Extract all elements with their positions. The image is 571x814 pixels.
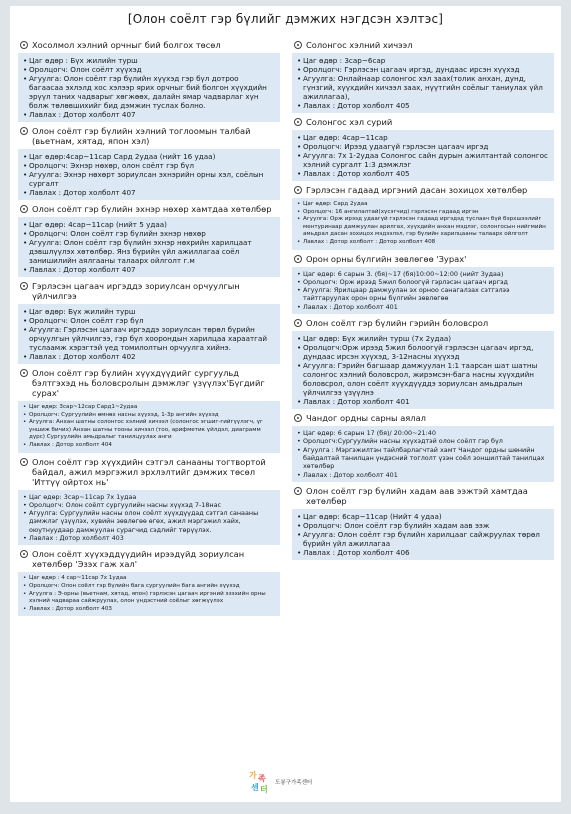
detail-item xyxy=(23,325,275,352)
detail-text: Цаг өдөр: 6 сарын 3. (бя)~17 (бя)10:00~12:00 (нийт 3удаа) xyxy=(303,269,504,278)
detail-text: Лавлах : Дотор холболт 403 xyxy=(29,534,124,543)
detail-item xyxy=(297,334,549,343)
section-detail-box xyxy=(292,198,554,250)
section-detail-box xyxy=(18,304,280,364)
detail-text: Цаг өдөр: Бүх жилийн турш (7х 2удаа) xyxy=(303,334,452,344)
bullet-icon: • xyxy=(23,56,28,65)
detail-text: Агуулга: Олон соёлт гэр бүлийн харилцааг сайжруулах төрөл бүрийн үйл ажиллагаа xyxy=(303,529,540,548)
detail-text: Оролцогч: 16 ангилалтай(хүсэгчид) гэрлэсэн гадаад иргэн xyxy=(303,208,479,215)
bullet-icon: • xyxy=(23,500,27,509)
section-detail-box xyxy=(18,217,280,277)
detail-item xyxy=(23,419,275,442)
detail-item xyxy=(297,471,549,479)
program-section xyxy=(292,40,554,113)
detail-item xyxy=(297,343,549,361)
section-heading-text: Солонгос хэл сурий xyxy=(306,117,393,127)
bullet-icon: • xyxy=(23,605,27,612)
section-detail-box xyxy=(18,572,280,616)
detail-text: Агуулга: Эхнэр нөхөрт зориулсан эхнэрийн орны хэл, соёлын сургалт xyxy=(29,170,264,188)
circle-bullet-icon xyxy=(20,458,28,466)
detail-text: Цаг өдөр: 3сар~12сар Сард1~2удаа xyxy=(29,404,138,410)
detail-item xyxy=(23,170,275,188)
bullet-icon: • xyxy=(23,404,27,410)
bullet-icon: • xyxy=(23,265,28,274)
section-detail-box xyxy=(292,426,554,482)
bullet-icon: • xyxy=(297,361,302,371)
bullet-icon: • xyxy=(297,269,301,278)
logo-text: 도봉구가족센터 xyxy=(275,780,313,786)
detail-item xyxy=(23,352,275,361)
bullet-icon: • xyxy=(297,529,302,539)
section-heading-text: Хосолмол хэлний орчныг бий болгох төсөл xyxy=(32,40,221,50)
section-detail-box xyxy=(18,401,280,453)
bullet-icon: • xyxy=(297,208,301,215)
bullet-icon: • xyxy=(297,520,302,530)
section-heading xyxy=(20,40,280,50)
bullet-icon: • xyxy=(23,161,28,170)
detail-item xyxy=(297,56,549,65)
detail-item xyxy=(297,142,549,151)
section-heading-text: Олон соёлт гэр бүлийн эхнэр нөхөр хамтдаа хөтөлбөр xyxy=(32,204,272,214)
detail-text: Оролцогч:Орж ирээд 5жил болоогүй гэрлэсэн цагаач иргэд, дундаас ирсэн хүүхэд, 3-12насны хүүхэд xyxy=(303,343,534,362)
bullet-icon: • xyxy=(23,582,27,589)
detail-text: Агуулга : Мэргэжилтэн тайлбарлагчтай хамт Чандог ордны шөнийн байдалтай танилцан үндэсний тоглолт үзэн соёл зоншилтай танилцах хөтөлбөр xyxy=(303,445,545,471)
detail-item xyxy=(297,446,549,471)
detail-item xyxy=(297,512,549,521)
detail-text: Лавлах : Дотор холболт 407 xyxy=(29,265,136,274)
detail-text: Лавлах : Дотор холболт 401 xyxy=(303,470,398,479)
detail-text: Лавлах : Дотор холболт 402 xyxy=(29,352,136,361)
bullet-icon: • xyxy=(297,169,302,178)
program-section xyxy=(18,549,280,616)
section-heading-text: Гэрлэсэн гадаад иргэний дасан зохицох хөтөлбөр xyxy=(306,185,528,195)
detail-text: Оролцогч: Ирээд удаагүй гэрлэсэн цагаач иргэд xyxy=(303,142,489,151)
bullet-icon: • xyxy=(23,534,27,543)
bullet-icon: • xyxy=(297,343,302,353)
bullet-icon: • xyxy=(23,316,28,325)
bullet-icon: • xyxy=(297,470,301,479)
detail-item xyxy=(297,133,549,142)
bullet-icon: • xyxy=(297,334,302,344)
detail-item xyxy=(23,220,275,229)
detail-item xyxy=(297,239,549,247)
section-heading xyxy=(20,281,280,301)
bullet-icon: • xyxy=(297,547,302,557)
circle-bullet-icon xyxy=(294,41,302,49)
section-heading-text: Олон соёлт хүүхэддүүдийн ирээдүйд зориулсан хөтөлбөр 'Эзэх гаж хал' xyxy=(32,549,245,570)
detail-item xyxy=(23,442,275,450)
detail-item xyxy=(23,583,275,591)
detail-text: Оролцогч: Олон соёлт гэр бүлийн эхнэр нөхөр xyxy=(29,229,206,238)
circle-bullet-icon xyxy=(294,186,302,194)
detail-text: Оролцогч: Олон соёлт сургуулийн насны хүүхэд 7-18нас xyxy=(29,500,222,509)
family-center-logo-icon: 가 족 센 터 xyxy=(249,771,268,794)
bullet-icon: • xyxy=(23,492,27,501)
detail-item xyxy=(23,161,275,170)
circle-bullet-icon xyxy=(294,414,302,422)
detail-item xyxy=(23,238,275,265)
section-heading xyxy=(294,413,554,423)
bullet-icon: • xyxy=(23,419,27,426)
detail-item xyxy=(297,270,549,278)
section-heading-text: Олон соёлт гэр бүлийн хадам аав ээжтэй хамтдаа хөтөлбөр xyxy=(306,485,528,506)
detail-text: Цаг өдөр: 4сар~11сар xyxy=(303,133,388,142)
detail-text: Лавлах : Дотор холболт 405 xyxy=(303,169,410,178)
detail-text: Агуулга: Анхан шатны солонгос хэлний хичээл (солонгос эгшиг-гийгүүлэгч, үг уншиж бичих) Анхан шатны тооны хичээл (тоо, арифметик үйлдэл, диаграмм дүрс) Сургуулийн амьдралыг танилцуулах анги xyxy=(29,419,263,441)
detail-text: Агуулга: Ярилцаар дамжуулан эх орноо санагалзах сэтгэлээ тайтгаруулах орон орны бүлгийн зөвлөгөө xyxy=(303,286,510,303)
detail-item xyxy=(297,201,549,209)
section-detail-box xyxy=(292,53,554,113)
detail-item xyxy=(297,303,549,311)
program-section xyxy=(18,204,280,277)
program-section xyxy=(292,117,554,181)
detail-text: Лавлах : Дотор холболт 401 xyxy=(303,302,398,311)
detail-text: Агуулга: Олон соёлт гэр бүлийн эхнэр нөхрийн харилцаат дэвшлүүлэх хөтөлбөр. Янз бүрийн үйл ажиллагаа соёл занишилийн аялгааны талаарх ойлголт г.м xyxy=(29,238,252,265)
detail-item xyxy=(297,521,549,530)
detail-text: Агуулга: Онлайнаар солонгос хэл заах(толик анхан, дунд, гүнзгий, хүүхдийн хичээл заах, нүүтгийн соёлыг таниулах үйл ажиллагаа), xyxy=(303,74,543,101)
detail-item xyxy=(297,397,549,406)
section-heading xyxy=(20,204,280,214)
bullet-icon: • xyxy=(297,151,302,160)
detail-text: Цаг өдөр: 4сар~11сар (нийт 5 удаа) xyxy=(29,220,167,229)
bullet-icon: • xyxy=(23,307,28,316)
program-section xyxy=(292,254,554,314)
bullet-icon: • xyxy=(23,238,28,247)
detail-text: Оролцогч: Гэрлэсэн цагаач иргэд, дундаас ирсэн хүүхэд xyxy=(303,65,520,74)
detail-text: Агуулга: Олон соёлт гэр бүлийн хүүхэд гэр бүл дотроо багаасаа эхлэлд хос хэлээр ярих орчныг бий болгон хүүхдийн эрүүл таних чадварыг хөгжөөх, далайн ямар чадварлаг хүн болж төлөвшихийг бид дэмжин туслах болно. xyxy=(29,74,267,110)
section-heading-text: Олон соёлт гэр бүлийн гэрийн боловсрол xyxy=(306,318,489,329)
program-section xyxy=(18,126,280,200)
detail-item xyxy=(23,265,275,274)
bullet-icon: • xyxy=(297,445,301,454)
detail-item xyxy=(23,534,275,542)
detail-text: Оролцогч: Сургуулийн өмнөх насны хүүхэд, 1-3р ангийн хүүхэд xyxy=(29,411,219,418)
detail-item xyxy=(23,65,275,74)
detail-text: Лавлах : Дотор холболт 401 xyxy=(303,397,410,407)
detail-text: Агуулга: Гэрийн багшаар дамжуулан 1:1 таарсан шат шатны солонгос хэлний боловсрол, жирэмсэн-бага насны хүүхдийн боловсрол, олон соёлт хүүхдүүддэ зориулсан амьдралын үйлчилгээ үзүүлнэ xyxy=(303,361,538,398)
section-detail-box xyxy=(292,509,554,560)
detail-text: Лавлах : Дотор холболт 403 xyxy=(29,605,112,612)
detail-item xyxy=(23,307,275,316)
section-heading-text: Орон орны бүлгийн зөвлөгөө 'Зурах' xyxy=(306,253,467,264)
section-heading-text: Чандог ордны сарны аялал xyxy=(306,413,426,424)
detail-text: Лавлах : Дотор холболт 407 xyxy=(29,110,136,119)
program-section xyxy=(18,457,280,546)
bullet-icon: • xyxy=(23,441,27,448)
right-column xyxy=(292,40,554,564)
section-heading xyxy=(294,185,554,195)
bullet-icon: • xyxy=(297,302,301,311)
circle-bullet-icon xyxy=(20,41,28,49)
bullet-icon: • xyxy=(23,188,28,197)
program-section xyxy=(292,486,554,560)
program-section xyxy=(292,413,554,482)
detail-text: Агуулга : Э-орны (вьетнам, хятад, япон) гэрлэсэн цагаач иргэний эзэхийн орны хэлний чадвараа сайжруулах, олон үндэстний соёлыг хөгжүүлэх xyxy=(29,590,266,605)
detail-text: Агуулга: 7х 1-2удаа Солонгос сайн дурын ажилтантай солонгос хэлний сургалт 1:3 дэмжлэг xyxy=(303,151,548,169)
detail-text: Лавлах : Дотор холболт : Дотор холболт 408 xyxy=(303,238,436,245)
detail-text: Цаг өдөр: Бүх жилийн турш xyxy=(29,307,136,316)
bullet-icon: • xyxy=(23,74,28,83)
footer-logo xyxy=(248,770,312,794)
detail-item xyxy=(23,404,275,412)
bullet-icon: • xyxy=(297,74,302,83)
circle-bullet-icon xyxy=(20,127,28,135)
section-heading-text: Олон соёлт гэр бүлийн хэлний тоглоомын талбай (вьетнам, хятад, япон хэл) xyxy=(32,126,251,146)
circle-bullet-icon xyxy=(20,369,28,377)
detail-item xyxy=(23,606,275,614)
detail-text: Лавлах : Дотор холболт 406 xyxy=(303,547,410,557)
detail-item xyxy=(297,101,549,110)
detail-item xyxy=(297,548,549,557)
page xyxy=(10,6,561,802)
circle-bullet-icon xyxy=(20,550,28,558)
program-section xyxy=(18,281,280,364)
left-column xyxy=(18,40,280,620)
circle-bullet-icon xyxy=(294,118,302,126)
circle-bullet-icon xyxy=(294,319,302,327)
bullet-icon: • xyxy=(297,142,302,151)
detail-text: Лавлах : Дотор холболт 405 xyxy=(303,101,410,110)
bullet-icon: • xyxy=(297,238,301,245)
detail-item xyxy=(297,278,549,286)
detail-text: Оролцогч: Олон соёлт гэр бүлийн хадам аав ээж xyxy=(303,520,490,530)
section-detail-box xyxy=(292,331,554,409)
section-heading xyxy=(294,318,554,328)
detail-text: Цаг өдөр: Сард 2удаа xyxy=(303,201,368,207)
detail-text: Агуулга: Орж ирээд удаагүй гэрлэсэн гадаад иргэдэд туслаач бүй бэрхшээлийг ментуринаар дамжуулан арилгах, хүүхдийн анхан мэдлэг, солонгосын нийгмийн амьдрал дасан зохицох мэдээлэл, гэр бүлийн харилцааны талаарх ойлголт xyxy=(303,216,546,238)
detail-item xyxy=(297,286,549,303)
detail-text: Лавлах : Дотор холболт 407 xyxy=(29,188,136,197)
bullet-icon: • xyxy=(297,429,301,438)
bullet-icon: • xyxy=(23,152,28,161)
bullet-icon: • xyxy=(23,229,28,238)
bullet-icon: • xyxy=(297,216,301,223)
detail-text: Агуулга: Гэрлэсэн цагаач иргэддэ зориулсан төрөл бүрийн орчуулгын үйлчилгээ, гэр бүл хоорондын харилцаа хараатгай туслаамж хэрэгтэй үед томилолтын орчуулга хийнэ. xyxy=(29,325,268,352)
detail-text: Оролцогч: Орж ирээд 5жил болоогүй гэрлэсэн цагаач иргэд xyxy=(303,277,508,286)
section-heading xyxy=(294,486,554,506)
bullet-icon: • xyxy=(297,56,302,65)
detail-text: Цаг өдөр : 3сар~6сар xyxy=(303,56,386,65)
bullet-icon: • xyxy=(297,201,301,207)
section-detail-box xyxy=(292,267,554,314)
detail-item xyxy=(23,110,275,119)
detail-text: Оролцогч: Олон соёлт хүүхэд xyxy=(29,65,142,74)
program-section xyxy=(18,40,280,122)
detail-text: Цаг өдөр: 6сар~11сар (Нийт 4 удаа) xyxy=(303,511,442,521)
detail-item xyxy=(297,74,549,101)
detail-text: Цаг өдөр: 3сар~11сар 7х 1удаа xyxy=(29,492,137,501)
section-detail-box xyxy=(292,130,554,181)
circle-bullet-icon xyxy=(294,487,302,495)
section-heading xyxy=(294,117,554,127)
detail-item xyxy=(23,56,275,65)
bullet-icon: • xyxy=(23,590,27,597)
bullet-icon: • xyxy=(23,575,27,582)
page-title: [Олон соёлт гэр бүлийг дэмжих нэгдсэн хэлтэс] xyxy=(127,12,444,26)
bullet-icon: • xyxy=(23,509,27,518)
detail-item xyxy=(23,74,275,110)
section-detail-box xyxy=(18,53,280,122)
detail-item xyxy=(23,509,275,534)
section-heading-text: Олон соёлт гэр хүүхдийн сэтгэл санааны тогтвортой байдал, ажил мэргэжил эрхлэлтийг дэмжих төсөл 'Иттүү ойртох нь' xyxy=(32,456,266,487)
detail-item xyxy=(23,493,275,501)
detail-item xyxy=(23,501,275,509)
program-section xyxy=(292,185,554,250)
section-heading xyxy=(294,40,554,50)
bullet-icon: • xyxy=(23,411,27,418)
detail-text: Цаг өдөр: 6 сарын 17 (бя)/ 20:00~21:40 xyxy=(303,429,436,438)
detail-item xyxy=(297,429,549,437)
detail-item xyxy=(297,169,549,178)
bullet-icon: • xyxy=(297,397,302,407)
bullet-icon: • xyxy=(23,220,28,229)
bullet-icon: • xyxy=(23,352,28,361)
bullet-icon: • xyxy=(23,65,28,74)
bullet-icon: • xyxy=(297,277,301,286)
section-heading xyxy=(20,368,280,398)
bullet-icon: • xyxy=(23,325,28,334)
section-heading xyxy=(20,549,280,569)
bullet-icon: • xyxy=(297,101,302,110)
detail-text: Цаг өдөр : 4 сар~11сар 7х 1удаа xyxy=(29,575,127,582)
detail-item xyxy=(23,591,275,606)
detail-text: Агуулга: Сургуулийн насны олон соёлт хүүхдүүдад сэтгэл санааны дэмжлэг үзүүлэх, хувийн зөвлөгөө өгөх, ажил мэргэжил хайх, оюутнуудаар дамжуулан сурагчид сэдлийг төрүүлэх. xyxy=(29,509,259,534)
detail-item xyxy=(23,152,275,161)
circle-bullet-icon xyxy=(294,255,302,263)
bullet-icon: • xyxy=(297,437,301,446)
section-heading-text: Олон соёлт гэр бүлийн хүүхдүүдийг сургуульд бэлтгэхэд нь боловсролын дэмжлэг үзүүлэх'Бүгдийг сурах' xyxy=(32,368,265,398)
detail-item xyxy=(297,530,549,548)
bullet-icon: • xyxy=(23,110,28,119)
detail-item xyxy=(297,437,549,445)
detail-text: Оролцогч: Олон соёлт гэр бүлийн бага сургуулийн бага ангийн хүүхэд xyxy=(29,582,240,589)
detail-item xyxy=(23,575,275,583)
section-heading xyxy=(20,457,280,487)
circle-bullet-icon xyxy=(20,205,28,213)
program-section xyxy=(18,368,280,453)
bullet-icon: • xyxy=(297,511,302,521)
detail-text: Оролцогч: Олон соёлт гэр бүл xyxy=(29,316,144,325)
bullet-icon: • xyxy=(297,65,302,74)
bullet-icon: • xyxy=(297,286,301,295)
bullet-icon: • xyxy=(23,170,28,179)
detail-text: Цаг өдөр : Бүх жилийн турш xyxy=(29,56,138,65)
detail-text: Цаг өдөр:4сар~11сар Сард 2удаа (нийт 16 удаа) xyxy=(29,152,216,161)
section-detail-box xyxy=(18,490,280,546)
section-heading-text: Гэрлэсэн цагаач иргэддэ зориулсан орчуулгын үйлчилгээ xyxy=(32,281,240,301)
detail-item xyxy=(297,361,549,397)
bullet-icon: • xyxy=(297,133,302,142)
program-section xyxy=(292,318,554,409)
detail-item xyxy=(297,216,549,239)
detail-text: Оролцогч: Эхнэр нөхөр, олон соёлт гэр бүл xyxy=(29,161,194,170)
circle-bullet-icon xyxy=(20,282,28,290)
detail-item xyxy=(23,188,275,197)
section-heading-text: Солонгос хэлний хичээл xyxy=(306,40,413,50)
detail-text: Оролцогч:Сургуулийн насны хүүхэдтэй олон соёлт гэр бүл xyxy=(303,437,503,446)
detail-item xyxy=(23,316,275,325)
section-detail-box xyxy=(18,149,280,200)
detail-item xyxy=(297,65,549,74)
detail-item xyxy=(23,229,275,238)
section-heading xyxy=(20,126,280,146)
section-heading xyxy=(294,254,554,264)
detail-text: Лавлах : Дотор холболт 404 xyxy=(29,441,112,448)
detail-item xyxy=(297,151,549,169)
